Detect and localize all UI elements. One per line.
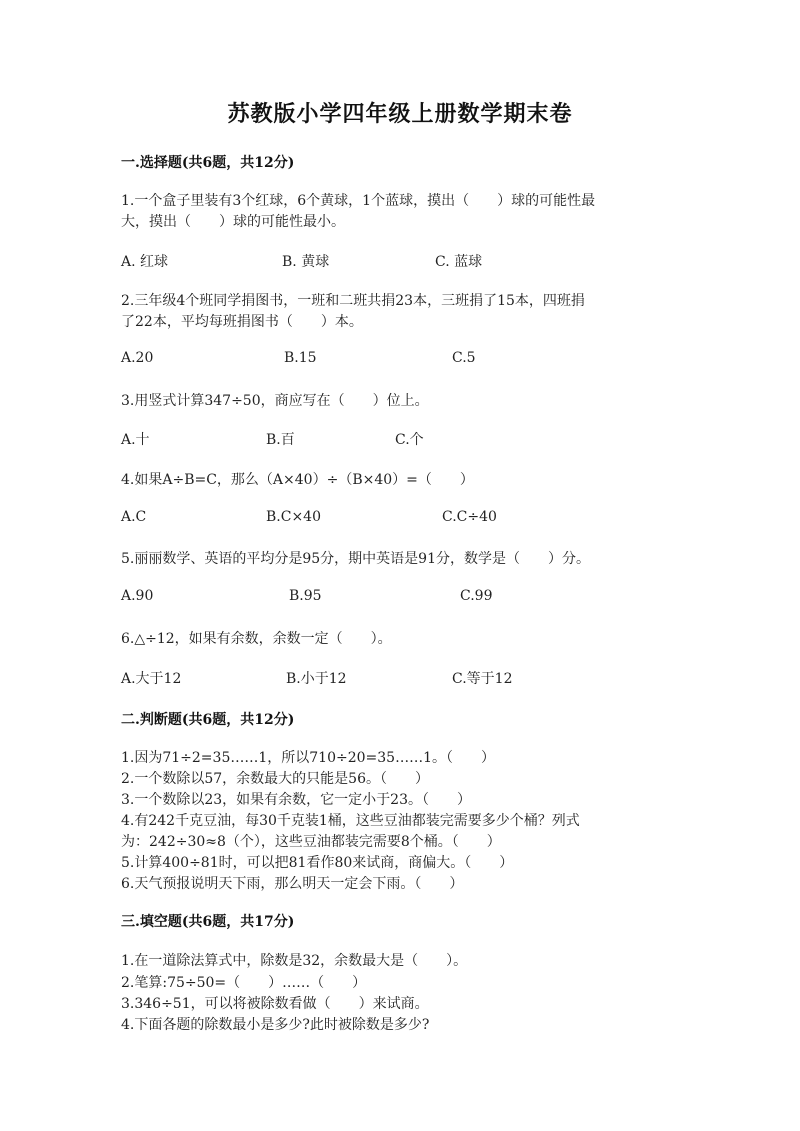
section-heading-choice: 一.选择题(共6题，共12分) bbox=[121, 155, 295, 171]
statement-line: 3.一个数除以23，如果有余数，它一定小于23。（ ） bbox=[121, 792, 471, 808]
option-a: A.20 bbox=[121, 350, 154, 366]
option-a: A.十 bbox=[121, 432, 150, 448]
statement-line: 5.计算400÷81时，可以把81看作80来试商，商偏大。（ ） bbox=[121, 855, 514, 871]
option-c: C.C÷40 bbox=[442, 509, 497, 525]
option-b: B. 黄球 bbox=[282, 254, 330, 270]
option-c: C.个 bbox=[395, 432, 424, 448]
statement-line: 4.有242千克豆油，每30千克装1桶，这些豆油都装完需要多少个桶？列式 bbox=[121, 813, 580, 829]
option-b: B.C×40 bbox=[266, 509, 321, 525]
question-text: 6.△÷12，如果有余数，余数一定（ ）。 bbox=[121, 631, 392, 647]
question-text: 5.丽丽数学、英语的平均分是95分，期中英语是91分，数学是（ ）分。 bbox=[121, 551, 590, 567]
statement-line: 为：242÷30≈8（个），这些豆油都装完需要8个桶。（ ） bbox=[121, 834, 501, 850]
question-text: 4.如果A÷B=C，那么（A×40）÷（B×40）=（ ） bbox=[121, 472, 474, 488]
statement-line: 6.天气预报说明天下雨，那么明天一定会下雨。（ ） bbox=[121, 876, 464, 892]
option-b: B.15 bbox=[284, 350, 317, 366]
question-text: 2.三年级4个班同学捐图书，一班和二班共捐23本，三班捐了15本，四班捐 bbox=[121, 293, 585, 309]
option-a: A.90 bbox=[121, 588, 154, 604]
option-b: B.百 bbox=[266, 432, 295, 448]
option-b: B.小于12 bbox=[286, 671, 347, 687]
option-c: C.5 bbox=[452, 350, 476, 366]
fill-blank-line: 2.笔算:75÷50=（ ）……（ ） bbox=[121, 975, 367, 991]
statement-line: 2.一个数除以57，余数最大的只能是56。（ ） bbox=[121, 771, 429, 787]
option-a: A.C bbox=[121, 509, 147, 525]
option-c: C.99 bbox=[460, 588, 493, 604]
option-c: C. 蓝球 bbox=[435, 254, 483, 270]
option-a: A.大于12 bbox=[121, 671, 182, 687]
fill-blank-line: 3.346÷51，可以将被除数看做（ ）来试商。 bbox=[121, 996, 429, 1012]
section-heading-fill-blank: 三.填空题(共6题，共17分) bbox=[121, 914, 295, 930]
option-a: A. 红球 bbox=[121, 254, 169, 270]
option-b: B.95 bbox=[289, 588, 322, 604]
fill-blank-line: 1.在一道除法算式中，除数是32，余数最大是（ ）。 bbox=[121, 953, 468, 969]
section-heading-judgment: 二.判断题(共6题，共12分) bbox=[121, 712, 295, 728]
question-text: 3.用竖式计算347÷50，商应写在（ ）位上。 bbox=[121, 393, 429, 409]
statement-line: 1.因为71÷2=35……1，所以710÷20=35……1。（ ） bbox=[121, 750, 495, 766]
exam-title: 苏教版小学四年级上册数学期末卷 bbox=[227, 101, 573, 127]
question-text: 了22本，平均每班捐图书（ ）本。 bbox=[121, 314, 363, 330]
option-c: C.等于12 bbox=[452, 671, 513, 687]
question-text: 大，摸出（ ）球的可能性最小。 bbox=[121, 214, 345, 230]
fill-blank-line: 4.下面各题的除数最小是多少?此时被除数是多少? bbox=[121, 1017, 430, 1033]
question-text: 1.一个盒子里装有3个红球，6个黄球，1个蓝球，摸出（ ）球的可能性最 bbox=[121, 193, 596, 209]
